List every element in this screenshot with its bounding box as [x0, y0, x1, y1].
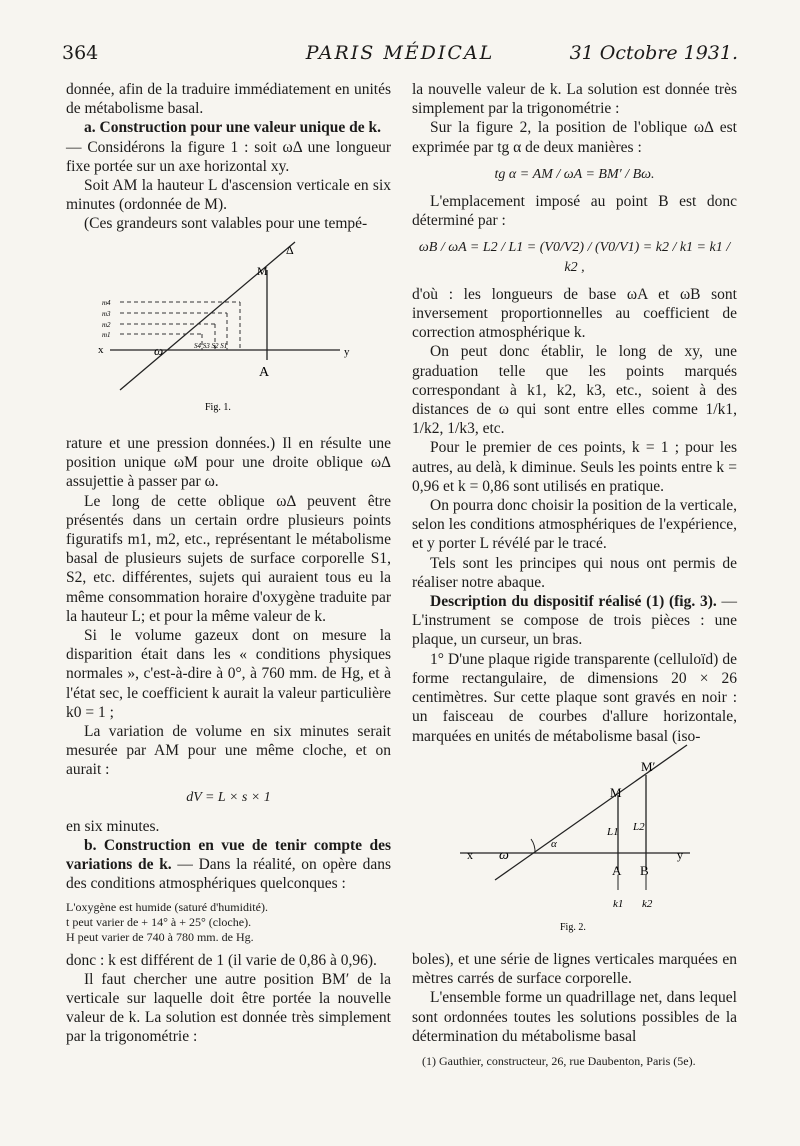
- label-x: x: [467, 848, 473, 862]
- left-column-bottom: [66, 434, 391, 1047]
- label-M: M: [610, 785, 622, 800]
- note-line: t peut varier de + 14° à + 25° (cloche).: [66, 914, 252, 929]
- paragraph: rature et une pression données.) Il en résulte une position unique ωM pour une droite oblique ωΔ assujettie à passer par ω.: [66, 435, 391, 491]
- paragraph: L'ensemble forme un quadrillage net, dans lequel sont ordonnées toutes les solutions possibles de la détermination du métabolisme basal: [412, 989, 737, 1045]
- label-omega: ω: [154, 343, 164, 358]
- label-y: y: [677, 848, 683, 862]
- label-delta: Δ: [286, 243, 294, 257]
- paragraph: Tels sont les principes qui nous ont permis de réaliser notre abaque.: [412, 554, 737, 591]
- label-k2: k2: [642, 898, 653, 910]
- section-heading-b: b. Construction en vue de tenir compte des variations de k. — Dans la réalité, on opère dans des conditions atmosphériques quelconques :: [66, 837, 392, 893]
- paragraph: (Ces grandeurs sont valables pour une tempé-: [84, 215, 368, 233]
- right-column-top: [412, 80, 737, 746]
- label-m3: m3: [102, 310, 111, 318]
- formula: dV = L × s × 1: [186, 789, 271, 805]
- paragraph: Sur la figure 2, la position de l'oblique ωΔ est exprimée par tg α de deux manières :: [412, 119, 737, 156]
- label-L1: L1: [607, 826, 619, 838]
- note-line: H peut varier de 740 à 780 mm. de Hg.: [66, 929, 254, 944]
- fig1-caption: Fig. 1.: [205, 402, 231, 413]
- section-heading-a: a. Construction pour une valeur unique de k.: [84, 119, 382, 137]
- paragraph: On peut donc établir, le long de xy, une graduation telle que les points marqués correspondant à k1, k2, k3, etc., soient à des distances de ω qui sont entre elles comme 1/k1, 1/k2, 1/k3, etc.: [412, 343, 737, 438]
- paragraph: boles), et une série de lignes verticales marquées en mètres carrés de surface corporelle.: [412, 951, 737, 988]
- page-header: [62, 42, 738, 72]
- left-column-top: [66, 80, 391, 234]
- section-heading-desc: Description du dispositif réalisé (1) (fig. 3). — L'instrument se compose de trois pièces : une plaque, un curseur, un bras.: [412, 593, 737, 649]
- formula: ωB / ωA = L2 / L1 = (V0/V2) / (V0/V1) = k2 / k1 = k1 / k2 ,: [418, 240, 731, 275]
- label-B: B: [640, 863, 649, 878]
- figure-2: [455, 735, 705, 935]
- paragraph: Soit AM la hauteur L d'ascension verticale en six minutes (ordonnée de M).: [66, 177, 391, 214]
- note-line: L'oxygène est humide (saturé d'humidité).: [66, 899, 268, 914]
- issue-date: 31 Octobre 1931.: [569, 42, 738, 64]
- label-x: x: [98, 344, 104, 356]
- paragraph: Pour le premier de ces points, k = 1 ; pour les autres, au delà, k diminue. Seuls les points entre k = 0,96 et k = 0,86 sont utilisés en pratique.: [412, 439, 737, 495]
- paragraph: Si le volume gazeux dont on mesure la disparition était dans les « conditions physiques normales », c'est-à-dire à 0°, à 760 mm. de Hg, et à l'état sec, le coefficient k aurait la valeur particulière k0 = 1 ;: [66, 627, 391, 721]
- fig2-caption: Fig. 2.: [560, 922, 586, 933]
- label-L2: L2: [633, 821, 645, 833]
- label-A: A: [612, 863, 622, 878]
- label-A: A: [259, 365, 270, 380]
- paragraph: en six minutes.: [66, 817, 160, 835]
- paragraph: donc : k est différent de 1 (il varie de 0,86 à 0,96).: [66, 951, 377, 969]
- footnote: (1) Gauthier, constructeur, 26, rue Daubenton, Paris (5e).: [422, 1054, 696, 1069]
- paragraph: d'où : les longueurs de base ωA et ωB sont inversement proportionnelles au coefficient de correction atmosphérique k.: [412, 285, 737, 342]
- label-alpha: α: [551, 838, 557, 850]
- paragraph: Le long de cette oblique ωΔ peuvent être présentés dans un certain ordre plusieurs points figuratifs m1, m2, etc., représentant le métabolisme basal de plusieurs sujets de surface corporelle S1, S2, etc. différentes, sujets qui auraient tous eu la même consommation horaire d'oxygène traduite par la hauteur L; et pour la même valeur de k.: [66, 492, 391, 625]
- label-M: M: [257, 264, 268, 278]
- label-m1: m1: [102, 331, 111, 339]
- paragraph: — Considérons la figure 1 : soit ωΔ une longueur fixe portée sur un axe horizontal xy.: [66, 138, 391, 175]
- paragraph: donnée, afin de la traduire immédiatement en unités de métabolisme basal.: [66, 81, 391, 118]
- paragraph: 1° D'une plaque rigide transparente (celluloïd) de forme rectangulaire, de dimensions 20 × 26 centimètres. Sur cette plaque sont gravés en noir : un faisceau de courbes d'allure horizontale, marquées en unités de métabolisme basal (iso-: [412, 650, 737, 745]
- label-omega: ω: [499, 848, 509, 863]
- paragraph: L'emplacement imposé au point B est donc déterminé par :: [412, 193, 737, 230]
- right-column-bottom: [412, 950, 737, 1069]
- page-number: 364: [62, 42, 99, 64]
- label-s: S4 S3 S2 S1: [194, 342, 228, 350]
- label-m4: m4: [102, 299, 111, 307]
- paragraph: la nouvelle valeur de k. La solution est donnée très simplement par la trigonométrie :: [412, 81, 737, 118]
- label-k1: k1: [613, 898, 624, 910]
- label-y: y: [344, 346, 350, 358]
- label-M-prime: M′: [641, 759, 656, 774]
- figure-1: [90, 240, 380, 425]
- journal-title: PARIS MÉDICAL: [305, 42, 495, 64]
- paragraph: On pourra donc choisir la position de la verticale, selon les conditions atmosphériques de l'expérience, et y porter L révélé par le tracé.: [412, 497, 737, 553]
- paragraph: La variation de volume en six minutes serait mesurée par AM pour une même cloche, et on aurait :: [66, 723, 391, 779]
- formula: tg α = AM / ωA = BM′ / Bω.: [494, 166, 655, 182]
- paragraph: Il faut chercher une autre position BM′ de la verticale sur laquelle doit être portée la nouvelle valeur de k. La solution est donnée très simplement par la trigonométrie :: [66, 970, 391, 1046]
- label-m2: m2: [102, 321, 111, 329]
